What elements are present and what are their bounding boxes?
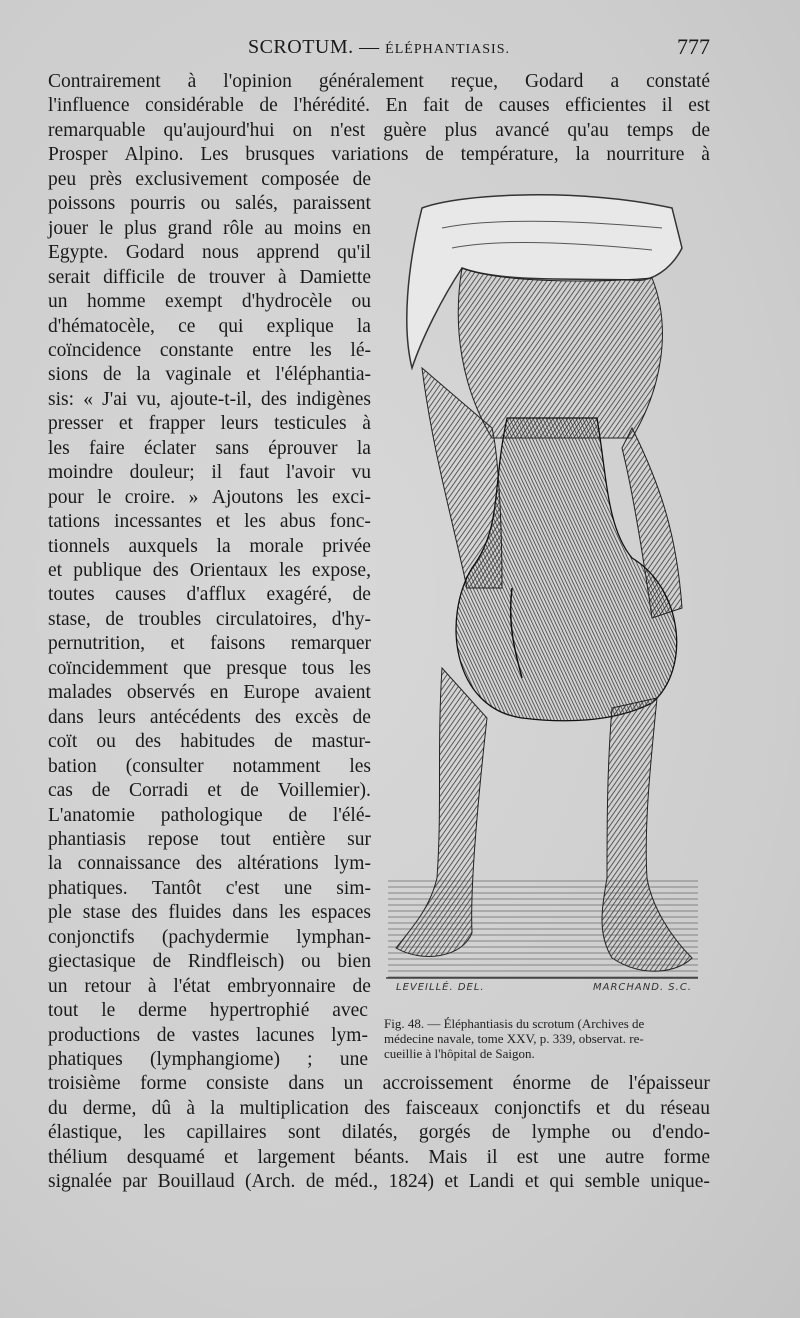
text-line: peu près exclusivement composée de (48, 168, 371, 190)
running-header (48, 34, 710, 64)
caption-line-1: Fig. 48. — Éléphantiasis du scrotum (Archives de (384, 1016, 645, 1031)
header-dash: — (359, 36, 380, 58)
text-line: poissons pourris ou salés, paraissent (48, 193, 371, 215)
text-line: pernutrition, et faisons remarquer (48, 633, 371, 655)
text-line: du derme, dû à la multiplication des faisceaux conjonctifs et du réseau (48, 1097, 710, 1119)
text-line: phantiasis repose tout entière sur (48, 828, 371, 850)
text-line: un homme exempt d'hydrocèle ou (48, 291, 371, 313)
figure-caption (384, 1016, 704, 1061)
figure-illustration (382, 188, 702, 1000)
text-line: toutes causes d'afflux exagéré, de (48, 584, 371, 606)
text-line: coïncidence constante entre les lé- (48, 339, 371, 361)
signature-draftsman: LEVEILLÉ. DEL. (396, 982, 485, 993)
text-line: pour le croire. » Ajoutons les exci- (48, 486, 371, 508)
caption-line-2: médecine navale, tome XXV, p. 339, observat. re- (384, 1031, 644, 1046)
text-line: tionnels auxquels la morale privée (48, 535, 371, 557)
text-line: sions de la vaginale et l'éléphantia- (48, 364, 371, 386)
engraver-signatures (392, 982, 692, 1002)
text-line: serait difficile de trouver à Damiette (48, 266, 371, 288)
text-line: bation (consulter notamment les (48, 755, 371, 777)
text-line: sis: « J'ai vu, ajoute-t-il, des indigènes (48, 388, 371, 410)
text-line: conjonctifs (pachydermie lymphan- (48, 926, 371, 948)
text-line: phatiques. Tantôt c'est une sim- (48, 877, 371, 899)
signature-engraver: MARCHAND. S.C. (593, 982, 692, 993)
running-title (48, 36, 710, 59)
text-line: giectasique de Rindfleisch) ou bien (48, 951, 371, 973)
text-line: un retour à l'état embryonnaire de (48, 975, 371, 997)
text-line: élastique, les capillaires sont dilatés, gorgés de lymphe ou d'endo- (48, 1122, 710, 1144)
text-line: presser et frapper leurs testicules à (48, 413, 371, 435)
text-line: signalée par Bouillaud (Arch. de méd., 1824) et Landi et qui semble unique- (48, 1171, 710, 1193)
caption-line-3: cueillie à l'hôpital de Saigon. (384, 1046, 535, 1061)
elephantiasis-engraving (382, 188, 702, 1000)
header-title: SCROTUM. (247, 36, 354, 58)
text-line: remarquable qu'aujourd'hui on n'est guère plus avancé qu'au temps de (48, 119, 710, 141)
header-subtitle: ÉLÉPHANTIASIS. (385, 42, 511, 57)
text-line: tations incessantes et les abus fonc- (48, 511, 371, 533)
text-line: jouer le plus grand rôle au moins en (48, 217, 371, 239)
text-line: et publique des Orientaux les expose, (48, 560, 371, 581)
text-line: troisième forme consiste dans un accroissement énorme de l'épaisseur (48, 1073, 710, 1095)
text-line: coïncidemment que presque tous les (48, 657, 371, 679)
text-line: Egypte. Godard nous apprend qu'il (48, 242, 371, 264)
text-line: l'influence considérable de l'hérédité. En fait de causes efficientes il est (48, 95, 710, 117)
text-line: tout le derme hypertrophié avec (48, 1000, 368, 1022)
text-line: thélium desquamé et largement béants. Mais il est une autre forme (48, 1146, 710, 1168)
text-line: Prosper Alpino. Les brusques variations de température, la nourriture à (48, 144, 710, 166)
text-line: phatiques (lymphangiome) ; une (48, 1049, 368, 1070)
page-number: 777 (677, 34, 710, 59)
text-line: malades observés en Europe avaient (48, 682, 371, 704)
text-line: les faire éclater sans éprouver la (48, 437, 371, 459)
text-line: la connaissance des altérations lym- (48, 853, 371, 875)
text-line: ple stase des fluides dans les espaces (48, 902, 371, 924)
text-line: dans leurs antécédents des excès de (48, 706, 371, 728)
text-line: coït ou des habitudes de mastur- (48, 731, 371, 753)
text-line: stase, de troubles circulatoires, d'hy- (48, 608, 371, 630)
text-line: d'hématocèle, ce qui explique la (48, 315, 371, 337)
text-line: moindre douleur; il faut l'avoir vu (48, 462, 371, 484)
text-line: cas de Corradi et de Voillemier). (48, 780, 371, 802)
text-line: L'anatomie pathologique de l'élé- (48, 804, 371, 826)
text-line: productions de vastes lacunes lym- (48, 1024, 368, 1046)
text-line: Contrairement à l'opinion généralement reçue, Godard a constaté (48, 71, 710, 92)
